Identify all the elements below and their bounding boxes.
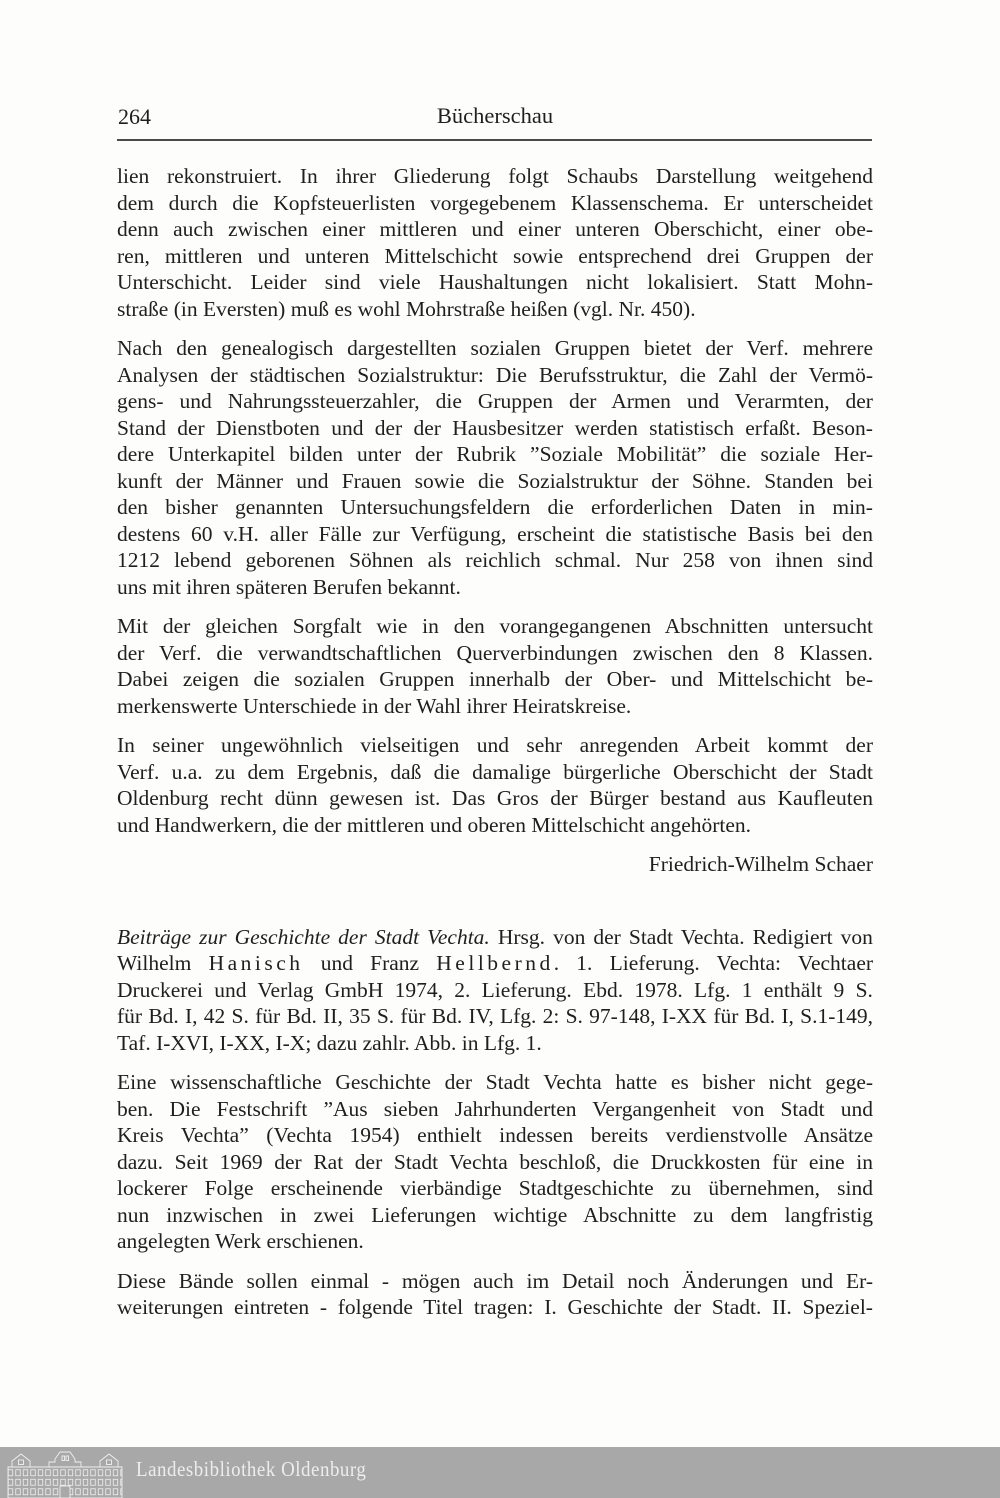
- header-rule: [117, 139, 872, 141]
- text-line: dem durch die Kopfsteuerlisten vorgegebenem Klassenschema. Er unterscheidet: [117, 190, 873, 215]
- library-footer-bar: [0, 1447, 1000, 1498]
- text-line: Nach den genealogisch dargestellten sozialen Gruppen bietet der Verf. mehrere: [117, 336, 873, 360]
- text-line: Oldenburg recht dünn gewesen ist. Das Gros der Bürger bestand aus Kaufleuten: [117, 786, 873, 810]
- text-line: In seiner ungewöhnlich vielseitigen und sehr anregenden Arbeit kommt der: [117, 733, 873, 757]
- text-line: 1212 lebend geborenen Söhnen als reichlich schmal. Nur 258 von ihnen sind: [117, 548, 873, 572]
- text-line: für Bd. I, 42 S. für Bd. II, 35 S. für Bd. IV, Lfg. 2: S. 97-148, I-XX für Bd. I, S.1-149,: [117, 1004, 873, 1028]
- text-line: nun inzwischen in zwei Lieferungen wichtige Abschnitte zu dem langfristig: [117, 1202, 873, 1227]
- text-line: der Verf. die verwandtschaftlichen Querverbindungen zwischen den 8 Klassen.: [117, 640, 873, 665]
- text-line: Analysen der städtischen Sozialstruktur: Die Berufsstruktur, die Zahl der Vermö-: [117, 362, 873, 387]
- work-title: Beiträge zur Geschichte der Stadt Vechta.: [117, 924, 490, 949]
- text-segment: . 1. Lieferung. Vechta: Vechtaer: [553, 951, 874, 975]
- text-line: Eine wissenschaftliche Geschichte der Stadt Vechta hatte es bisher nicht gege-: [117, 1070, 874, 1094]
- page-number: 264: [118, 104, 151, 129]
- running-head-title: Bücherschau: [436, 103, 554, 128]
- text-line: angelegten Werk erschienen.: [117, 1229, 364, 1253]
- text-line: merkenswerte Unterschiede in der Wahl ihrer Heiratskreise.: [117, 693, 632, 718]
- text-line: Taf. I-XVI, I-XX, I-X; dazu zahlr. Abb. in Lfg. 1.: [117, 1030, 542, 1055]
- text-line: weiterungen eintreten - folgende Titel tragen: I. Geschichte der Stadt. II. Speziel-: [117, 1295, 873, 1319]
- text-line: kunft der Männer und Frauen sowie die Sozialstruktur der Söhne. Standen bei: [117, 468, 873, 493]
- text-line: denn auch zwischen einer mittleren und einer unteren Oberschicht, einer obe-: [117, 217, 874, 241]
- text-line: dazu. Seit 1969 der Rat der Stadt Vechta beschloß, die Druckkosten für eine in: [117, 1149, 873, 1174]
- text-segment: Wilhelm: [117, 951, 209, 975]
- entry-paragraph: [117, 1069, 873, 1255]
- text-line: Verf. u.a. zu dem Ergebnis, daß die damalige bürgerliche Oberschicht der Stadt: [117, 759, 873, 784]
- text-line: uns mit ihren späteren Berufen bekannt.: [117, 574, 461, 599]
- text-line: ben. Die Festschrift ”Aus sieben Jahrhunderten Vergangenheit von Stadt und: [117, 1096, 873, 1121]
- text-line: Unterschicht. Leider sind viele Haushaltungen nicht lokalisiert. Statt Mohn-: [117, 270, 874, 294]
- text-line: Dabei zeigen die sozialen Gruppen innerhalb der Ober- und Mittelschicht be-: [117, 667, 874, 691]
- text-line: ren, mittleren und unteren Mittelschicht sowie entsprechend drei Gruppen der: [117, 243, 873, 268]
- text-line: den bisher genannten Untersuchungsfeldern die erforderlichen Daten in min-: [117, 495, 873, 519]
- editor-name: Hanisch: [208, 951, 304, 975]
- text-line: gens- und Nahrungssteuerzahler, die Gruppen der Armen und Verarmten, der: [117, 389, 873, 413]
- text-line: Druckerei und Verlag GmbH 1974, 2. Lieferung. Ebd. 1978. Lfg. 1 enthält 9 S.: [117, 977, 873, 1002]
- bibliographic-entry: [117, 924, 873, 1057]
- text-line: Stand der Dienstboten und der der Hausbesitzer werden statistisch erfaßt. Beson-: [117, 415, 873, 440]
- text-line: straße (in Eversten) muß es wohl Mohrstraße heißen (vgl. Nr. 450).: [117, 296, 696, 321]
- text-line: Kreis Vechta” (Vechta 1954) enthielt indessen bereits verdienstvolle Ansätze: [117, 1123, 874, 1147]
- review-paragraph: [117, 613, 873, 719]
- text-line: lockerer Folge erscheinende vierbändige Stadtgeschichte zu übernehmen, sind: [117, 1176, 874, 1200]
- text-line: Mit der gleichen Sorgfalt wie in den vorangegangenen Abschnitten untersucht: [117, 614, 873, 638]
- editor-name: Hellbernd: [436, 951, 554, 975]
- review-paragraph: [117, 163, 873, 322]
- review-author: Friedrich-Wilhelm Schaer: [648, 852, 873, 876]
- review-paragraph: [117, 335, 873, 600]
- text-column: [117, 163, 873, 1334]
- text-line: dere Unterkapitel bilden unter der Rubrik ”Soziale Mobilität” die soziale Her-: [117, 442, 874, 466]
- text-segment: und Franz: [303, 951, 437, 975]
- text-segment: Hrsg. von der Stadt Vechta. Redigiert von: [489, 924, 873, 949]
- text-line: destens 60 v.H. aller Fälle zur Verfügung, erscheint die statistische Basis bei den: [117, 521, 873, 546]
- review-paragraph: [117, 732, 873, 838]
- text-line: Diese Bände sollen einmal - mögen auch im Detail noch Änderungen und Er-: [117, 1268, 873, 1293]
- text-line: lien rekonstruiert. In ihrer Gliederung folgt Schaubs Darstellung weitgehend: [117, 164, 873, 188]
- library-name: Landesbibliothek Oldenburg: [136, 1457, 367, 1481]
- entry-paragraph: [117, 1268, 873, 1321]
- library-building-icon: [7, 1449, 123, 1498]
- text-line: und Handwerkern, die der mittleren und oberen Mittelschicht angehörten.: [117, 812, 752, 837]
